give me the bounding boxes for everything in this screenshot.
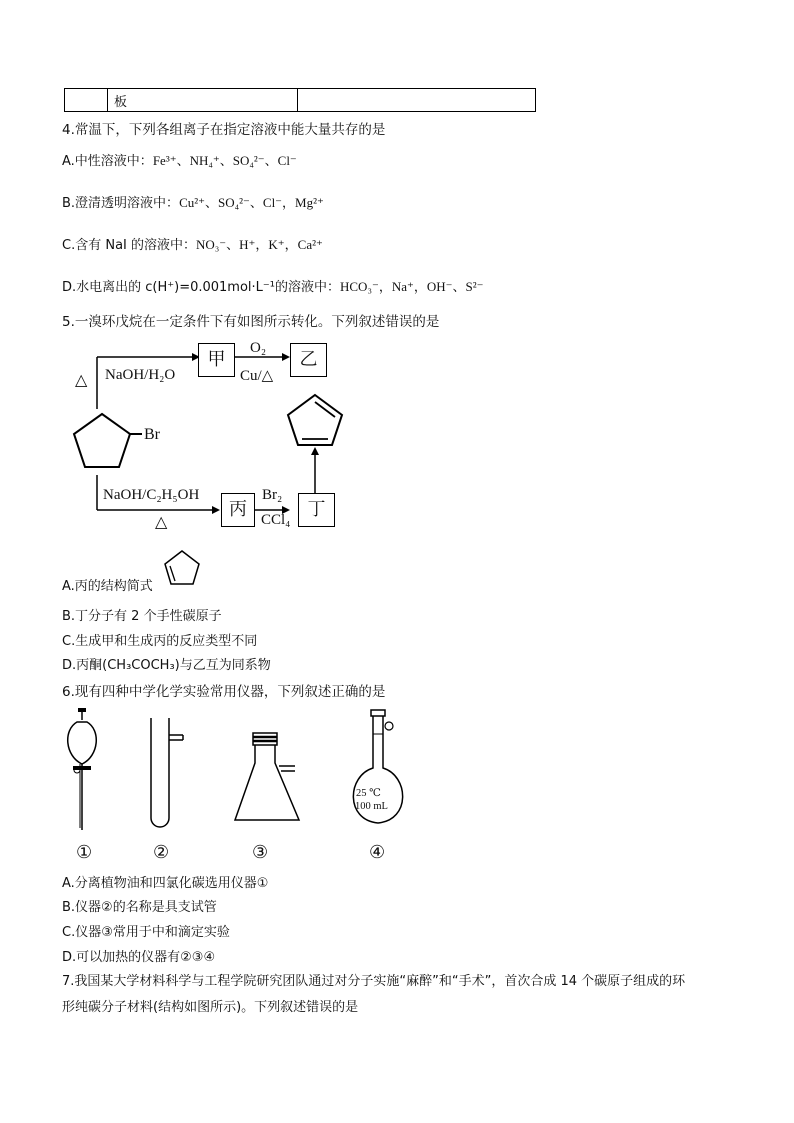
q4-d-ions: HCO₃⁻，Na⁺，OH⁻、S²⁻ xyxy=(340,279,484,294)
table-cell-empty xyxy=(298,89,536,112)
reagent-naoh-ethanol: NaOH/C₂H₅OH xyxy=(103,487,200,503)
cyclopentadiene-double-bond-1 xyxy=(315,402,335,417)
side-arm-test-tube xyxy=(151,718,183,827)
q5-a-text: A.丙的结构简式 xyxy=(62,579,153,594)
cyclopentene-structure xyxy=(160,548,202,588)
q4-b-prefix: B.澄清透明溶液中： xyxy=(62,196,180,211)
separatory-funnel xyxy=(68,708,97,830)
q4-c-ions: NO₃⁻、H⁺，K⁺，Ca²⁺ xyxy=(196,237,323,252)
reagent-naoh-h2o: NaOH/H₂O xyxy=(105,367,176,383)
lab-instruments-figure xyxy=(55,708,415,838)
cyclopentene-double-bond xyxy=(170,566,175,581)
flask-temp-label: 25 ℃ xyxy=(356,788,381,799)
box-jia: 甲 xyxy=(198,343,235,377)
q4-stem: 4.常温下，下列各组离子在指定溶液中能大量共存的是 xyxy=(62,122,386,138)
q5-stem: 5.一溴环戊烷在一定条件下有如图所示转化。下列叙述错误的是 xyxy=(62,314,440,330)
reagent-o2: O₂ xyxy=(250,340,267,356)
q6-stem: 6.现有四种中学化学实验常用仪器，下列叙述正确的是 xyxy=(62,684,386,700)
instrument-label-2: ② xyxy=(153,842,170,862)
q4-option-b xyxy=(62,192,324,211)
box-ding: 丁 xyxy=(298,493,335,527)
reagent-cu-heat: Cu/△ xyxy=(240,368,274,384)
continuation-table xyxy=(64,88,536,112)
up-arrow-head xyxy=(311,447,319,455)
q4-option-a xyxy=(62,150,297,169)
top-arrow-2-head xyxy=(282,353,290,361)
suction-flask xyxy=(235,733,299,820)
q5-option-a xyxy=(62,575,153,594)
label-br: Br xyxy=(144,426,160,443)
q4-a-ions: Fe³⁺、NH₄⁺、SO₄²⁻、Cl⁻ xyxy=(152,153,297,168)
q4-c-prefix: C.含有 NaI 的溶液中： xyxy=(62,238,196,253)
q5-option-d: D.丙酮(CH₃COCH₃)与乙互为同系物 xyxy=(62,658,271,673)
q6-option-d: D.可以加热的仪器有②③④ xyxy=(62,950,216,965)
q6-option-c: C.仪器③常用于中和滴定实验 xyxy=(62,925,230,940)
box-yi: 乙 xyxy=(290,343,327,377)
instrument-label-1: ① xyxy=(76,842,93,862)
q5-option-c: C.生成甲和生成丙的反应类型不同 xyxy=(62,634,258,649)
table-cell-empty xyxy=(65,89,108,112)
q4-a-prefix: A.中性溶液中： xyxy=(62,154,153,169)
q4-option-c xyxy=(62,234,323,253)
q4-option-d xyxy=(62,276,484,295)
instrument-label-4: ④ xyxy=(369,842,386,862)
reagent-br2: Br₂ xyxy=(262,487,283,503)
instrument-label-3: ③ xyxy=(252,842,269,862)
q4-b-ions: Cu²⁺、SO₄²⁻、Cl⁻，Mg²⁺ xyxy=(179,195,324,210)
bottom-arrow-1-head xyxy=(212,506,220,514)
delta-top: △ xyxy=(75,372,88,389)
reagent-ccl4: CCl₄ xyxy=(261,512,291,528)
q5-option-b: B.丁分子有 2 个手性碳原子 xyxy=(62,609,222,624)
q6-option-b: B.仪器②的名称是具支试管 xyxy=(62,900,217,915)
delta-bottom: △ xyxy=(155,514,168,531)
bromocyclopentane-ring xyxy=(74,414,130,467)
table-cell-text: 板 xyxy=(108,89,298,112)
q4-d-prefix: D.水电离出的 c(H⁺)=0.001mol·L⁻¹的溶液中： xyxy=(62,280,340,295)
box-bing: 丙 xyxy=(221,493,255,527)
q7-stem-line2: 形纯碳分子材料(结构如图所示)。下列叙述错误的是 xyxy=(62,1000,359,1015)
q7-stem-line1: 7.我国某大学材料科学与工程学院研究团队通过对分子实施“麻醉”和“手术”，首次合成 14 个碳原子组成的环 xyxy=(62,974,686,989)
flask-volume-label: 100 mL xyxy=(355,801,388,812)
q6-option-a: A.分离植物油和四氯化碳选用仪器① xyxy=(62,876,269,891)
